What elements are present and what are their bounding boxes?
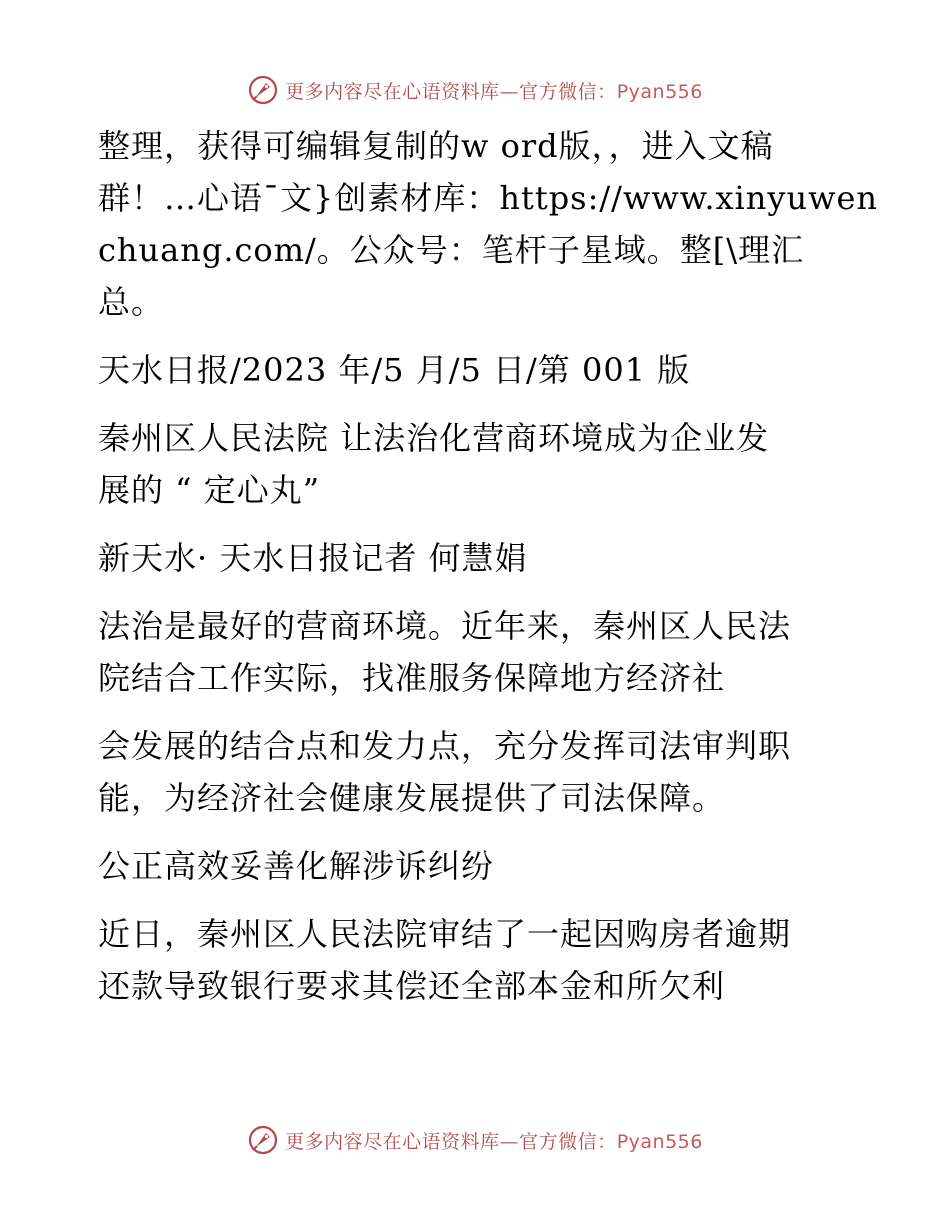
watermark-banner-top	[0, 70, 950, 110]
document-paragraph	[98, 908, 858, 1012]
paragraph-line: 能，为经济社会健康发展提供了司法保障。	[98, 779, 726, 817]
watermark-wechat-handle: Pyan556	[616, 1130, 703, 1153]
paragraph-line: 总。	[98, 283, 165, 321]
pen-nib-logo-icon	[247, 74, 279, 106]
paragraph-line: 法治是最好的营商环境。近年来，秦州区人民法	[98, 607, 792, 645]
document-paragraph	[98, 720, 858, 824]
document-paragraph	[98, 120, 879, 328]
watermark-separator: —	[499, 1130, 520, 1153]
watermark-banner-bottom	[0, 1120, 950, 1160]
paragraph-line: 还款导致银行要求其偿还全部本金和所欠利	[98, 967, 726, 1005]
document-paragraph	[98, 412, 858, 516]
document-body	[98, 120, 879, 1028]
paragraph-line: chuang.com/。公众号：笔杆子星域。整[\理汇	[98, 231, 805, 269]
paragraph-line: 公正高效妥善化解涉诉纠纷	[98, 847, 495, 885]
document-paragraph	[98, 840, 858, 892]
paragraph-line: 秦州区人民法院 让法治化营商环境成为企业发	[98, 419, 770, 457]
paragraph-line: 新天水· 天水日报记者 何慧娟	[98, 539, 528, 577]
document-paragraph	[98, 532, 858, 584]
pen-nib-logo-icon	[247, 1124, 279, 1156]
watermark-brand: 更多内容尽在心语资料库	[285, 1130, 500, 1153]
paragraph-line: 展的 “ 定心丸”	[98, 471, 321, 509]
document-paragraph	[98, 344, 858, 396]
watermark-separator: —	[499, 80, 520, 103]
watermark-wechat-label: 官方微信：	[519, 1130, 617, 1153]
watermark-wechat-label: 官方微信：	[519, 80, 617, 103]
paragraph-line: 群！…心语¯文}创素材库：https://www.xinyuwen	[98, 179, 879, 217]
paragraph-line: 天水日报/2023 年/5 月/5 日/第 001 版	[98, 351, 691, 389]
watermark-text	[285, 77, 703, 104]
paragraph-line: 会发展的结合点和发力点，充分发挥司法审判职	[98, 727, 792, 765]
watermark-brand: 更多内容尽在心语资料库	[285, 80, 500, 103]
paragraph-line: 近日，秦州区人民法院审结了一起因购房者逾期	[98, 915, 792, 953]
watermark-wechat-handle: Pyan556	[616, 80, 703, 103]
document-paragraph	[98, 600, 858, 704]
watermark-text	[285, 1127, 703, 1154]
paragraph-line: 整理，获得可编辑复制的w ord版，，进入文稿	[98, 127, 774, 165]
paragraph-line: 院结合工作实际，找准服务保障地方经济社	[98, 659, 726, 697]
